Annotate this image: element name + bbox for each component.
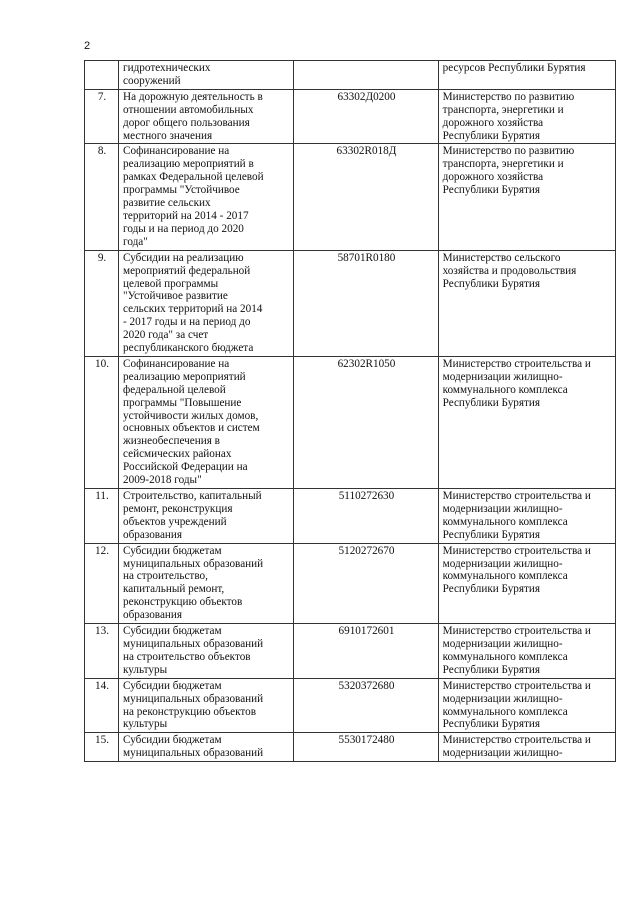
ministry-cell (438, 624, 615, 679)
description-cell (119, 678, 294, 733)
table-row (85, 489, 616, 544)
row-code: 5320372680 (338, 679, 395, 692)
row-code: 5110272630 (338, 490, 395, 502)
row-number: 14. (95, 679, 109, 692)
budget-table (84, 60, 616, 762)
code-cell (294, 144, 438, 250)
ministry-cell (438, 61, 615, 90)
page-number: 2 (84, 40, 91, 52)
table-row (85, 356, 616, 488)
row-number: 15. (95, 734, 109, 747)
row-number: 13. (95, 625, 109, 638)
ministry-cell (438, 144, 615, 250)
ministry-cell (438, 733, 615, 762)
row-number: 8. (97, 145, 107, 158)
description-cell (119, 61, 294, 90)
code-cell (294, 678, 438, 733)
row-description: Софинансирование на реализацию мероприятий в рамках Федеральной целевой программы "Устойчивое развитие сельских территорий на 2014 - 2017 годы и на период до 2020 года" (123, 145, 264, 248)
row-ministry: Министерство строительства и модернизации жилищно- коммунального комплекса Республики Бурятия (442, 679, 591, 731)
table-row (85, 543, 616, 623)
description-cell (119, 733, 294, 762)
row-number-cell (85, 61, 119, 90)
description-cell (119, 543, 294, 623)
row-ministry: Министерство строительства и модернизации жилищно- коммунального комплекса Республики Бурятия (442, 544, 591, 596)
table-row (85, 144, 616, 250)
row-number-cell (85, 144, 119, 250)
row-description: Строительство, капитальный ремонт, реконструкция объектов учреждений образования (123, 490, 262, 541)
row-ministry: Министерство сельского хозяйства и продовольствия Республики Бурятия (442, 251, 577, 290)
row-description: Софинансирование на реализацию мероприятий федеральной целевой программы "Повышение устойчивости жилых домов, основных объектов и систем жизнеобеспечения в сейсмических районах Российской Федерации на 2009-2018 годы" (123, 357, 260, 487)
row-number: 12. (95, 544, 109, 557)
row-number-cell (85, 543, 119, 623)
ministry-cell (438, 356, 615, 488)
ministry-cell (438, 89, 615, 144)
ministry-cell (438, 543, 615, 623)
row-description: гидротехнических сооружений (123, 62, 211, 87)
row-ministry: Министерство по развитию транспорта, энергетики и дорожного хозяйства Республики Бурятия (442, 90, 575, 142)
row-number-cell (85, 250, 119, 356)
ministry-cell (438, 250, 615, 356)
code-cell (294, 89, 438, 144)
table-row (85, 624, 616, 679)
budget-table-body (85, 61, 616, 762)
code-cell (294, 356, 438, 488)
description-cell (119, 489, 294, 544)
row-code: 5120272670 (338, 544, 395, 557)
code-cell (294, 250, 438, 356)
description-cell (119, 144, 294, 250)
row-ministry: Министерство строительства и модернизации жилищно- (442, 734, 591, 760)
row-number: 10. (95, 357, 109, 370)
row-number-cell (85, 89, 119, 144)
row-description: Субсидии бюджетам муниципальных образований на реконструкцию объектов культуры (123, 679, 264, 731)
code-cell (294, 61, 438, 90)
row-ministry: Министерство по развитию транспорта, энергетики и дорожного хозяйства Республики Бурятия (442, 145, 575, 197)
table-row (85, 61, 616, 90)
row-code: 5530172480 (338, 734, 395, 747)
row-code: 63302Д0200 (337, 90, 396, 103)
row-code: 63302R018Д (336, 145, 397, 158)
table-row (85, 678, 616, 733)
code-cell (294, 733, 438, 762)
row-number-cell (85, 624, 119, 679)
row-number: 11. (95, 490, 109, 502)
row-ministry: Министерство строительства и модернизации жилищно- коммунального комплекса Республики Бурятия (442, 490, 591, 541)
row-number: 9. (97, 251, 107, 264)
row-ministry: ресурсов Республики Бурятия (442, 62, 586, 74)
code-cell (294, 543, 438, 623)
row-code: 62302R1050 (337, 357, 396, 370)
ministry-cell (438, 678, 615, 733)
row-description: Субсидии бюджетам муниципальных образований на строительство, капитальный ремонт, реконструкцию объектов образования (123, 544, 264, 622)
table-row (85, 250, 616, 356)
row-number-cell (85, 356, 119, 488)
ministry-cell (438, 489, 615, 544)
description-cell (119, 624, 294, 679)
row-number: 7. (97, 90, 107, 103)
table-row (85, 733, 616, 762)
description-cell (119, 89, 294, 144)
row-code: 6910172601 (338, 625, 395, 638)
code-cell (294, 624, 438, 679)
row-ministry: Министерство строительства и модернизации жилищно- коммунального комплекса Республики Бурятия (442, 625, 591, 676)
row-description: Субсидии на реализацию мероприятий федеральной целевой программы "Устойчивое развитие сельских территорий на 2014 - 2017 годы и на период до 2020 года" за счет республиканского бюджета (123, 251, 263, 355)
description-cell (119, 250, 294, 356)
row-ministry: Министерство строительства и модернизации жилищно- коммунального комплекса Республики Бурятия (442, 357, 591, 409)
table-row (85, 89, 616, 144)
row-number-cell (85, 678, 119, 733)
row-description: Субсидии бюджетам муниципальных образований на строительство объектов культуры (123, 625, 264, 676)
description-cell (119, 356, 294, 488)
row-description: Субсидии бюджетам муниципальных образований (123, 734, 264, 760)
row-number-cell (85, 489, 119, 544)
row-description: На дорожную деятельность в отношении автомобильных дорог общего пользования местного значения (123, 90, 263, 142)
row-number-cell (85, 733, 119, 762)
code-cell (294, 489, 438, 544)
row-code: 58701R0180 (337, 251, 396, 264)
